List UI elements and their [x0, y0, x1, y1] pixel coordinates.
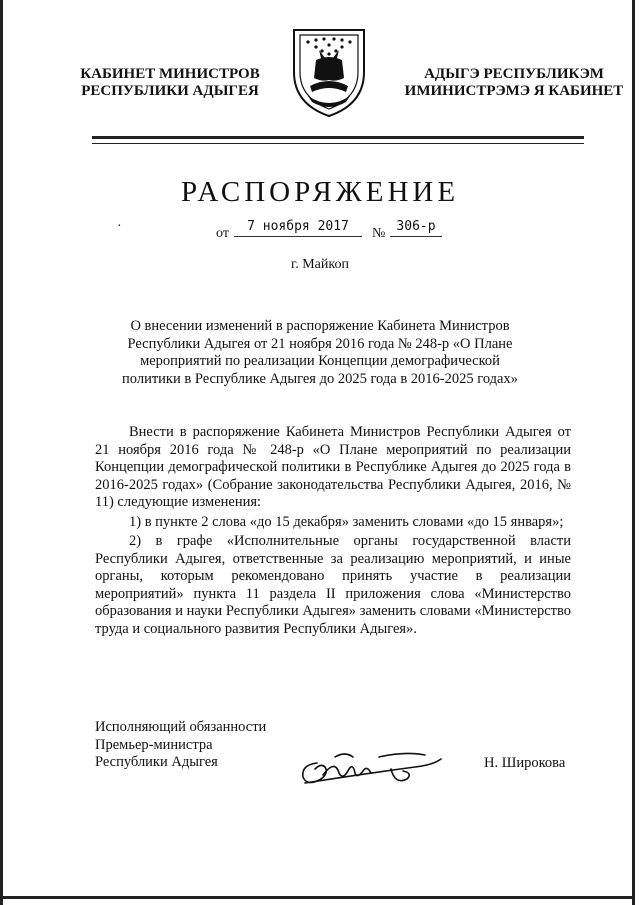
city-line: г. Майкоп — [291, 257, 349, 272]
header-left — [70, 66, 270, 100]
handwritten-signature — [295, 745, 445, 791]
signatory-title-line3: Республики Адыгея — [95, 754, 218, 770]
header-left-line1: КАБИНЕТ МИНИСТРОВ — [80, 66, 260, 82]
header-left-line2: РЕСПУБЛИКИ АДЫГЕЯ — [81, 83, 259, 99]
coat-of-arms-icon — [286, 20, 372, 120]
date-prefix: от — [216, 226, 229, 241]
header-right-line1: АДЫГЭ РЕСПУБЛИКЭМ — [424, 66, 604, 82]
body-paragraph-1: Внести в распоряжение Кабинета Министров Республики Адыгея от 21 ноября 2016 года № 248-р «О Плане мероприятий по реализации Концепции демографической политики в Республике Адыгея до 2025 года в 2016-2025 годах» (Собрание законодательства Республики Адыгея, 2016, № 11) следующие изменения: — [95, 424, 571, 510]
page-edge-bottom — [0, 896, 635, 899]
signatory-title-line1: Исполняющий обязанности — [95, 719, 267, 735]
number-field: 306-р — [390, 219, 442, 237]
header-rule-thick — [92, 136, 584, 139]
margin-dot: · — [117, 219, 122, 234]
date-field: 7 ноября 2017 — [234, 219, 362, 237]
body-paragraph-3: 2) в графе «Исполнительные органы государственной власти Республики Адыгея, ответственные за реализацию мероприятий, и иные органы, которым рекомендовано принять участие в реализации мероприятий» пункта 11 раздела II приложения слова «Министерство образования и науки Республики Адыгея» заменить словами «Министерство труда и социального развития Республики Адыгея». — [95, 533, 571, 637]
signatory-name: Н. Широкова — [484, 755, 566, 771]
document-body — [95, 424, 571, 638]
subject-heading: О внесении изменений в распоряжение Кабинета Министров Республики Адыгея от 21 ноября 2016 года № 248-р «О Плане мероприятий по реализации Концепции демографической политики в Республике Адыгея до 2025 года в 2016-2025 годах» — [122, 318, 518, 387]
header-right — [396, 66, 632, 100]
number-prefix: № — [372, 226, 386, 241]
body-paragraph-2: 1) в пункте 2 слова «до 15 декабря» заменить словами «до 15 января»; — [129, 513, 564, 530]
header-rule-thin — [92, 143, 584, 144]
signatory-title — [95, 719, 266, 772]
header-right-line2: ИМИНИСТРЭМЭ Я КАБИНЕТ — [404, 83, 624, 99]
document-title: РАСПОРЯЖЕНИЕ — [180, 176, 460, 208]
page-edge-left — [0, 0, 3, 905]
signatory-title-line2: Премьер-министра — [95, 736, 213, 753]
page-edge-right — [632, 0, 635, 905]
